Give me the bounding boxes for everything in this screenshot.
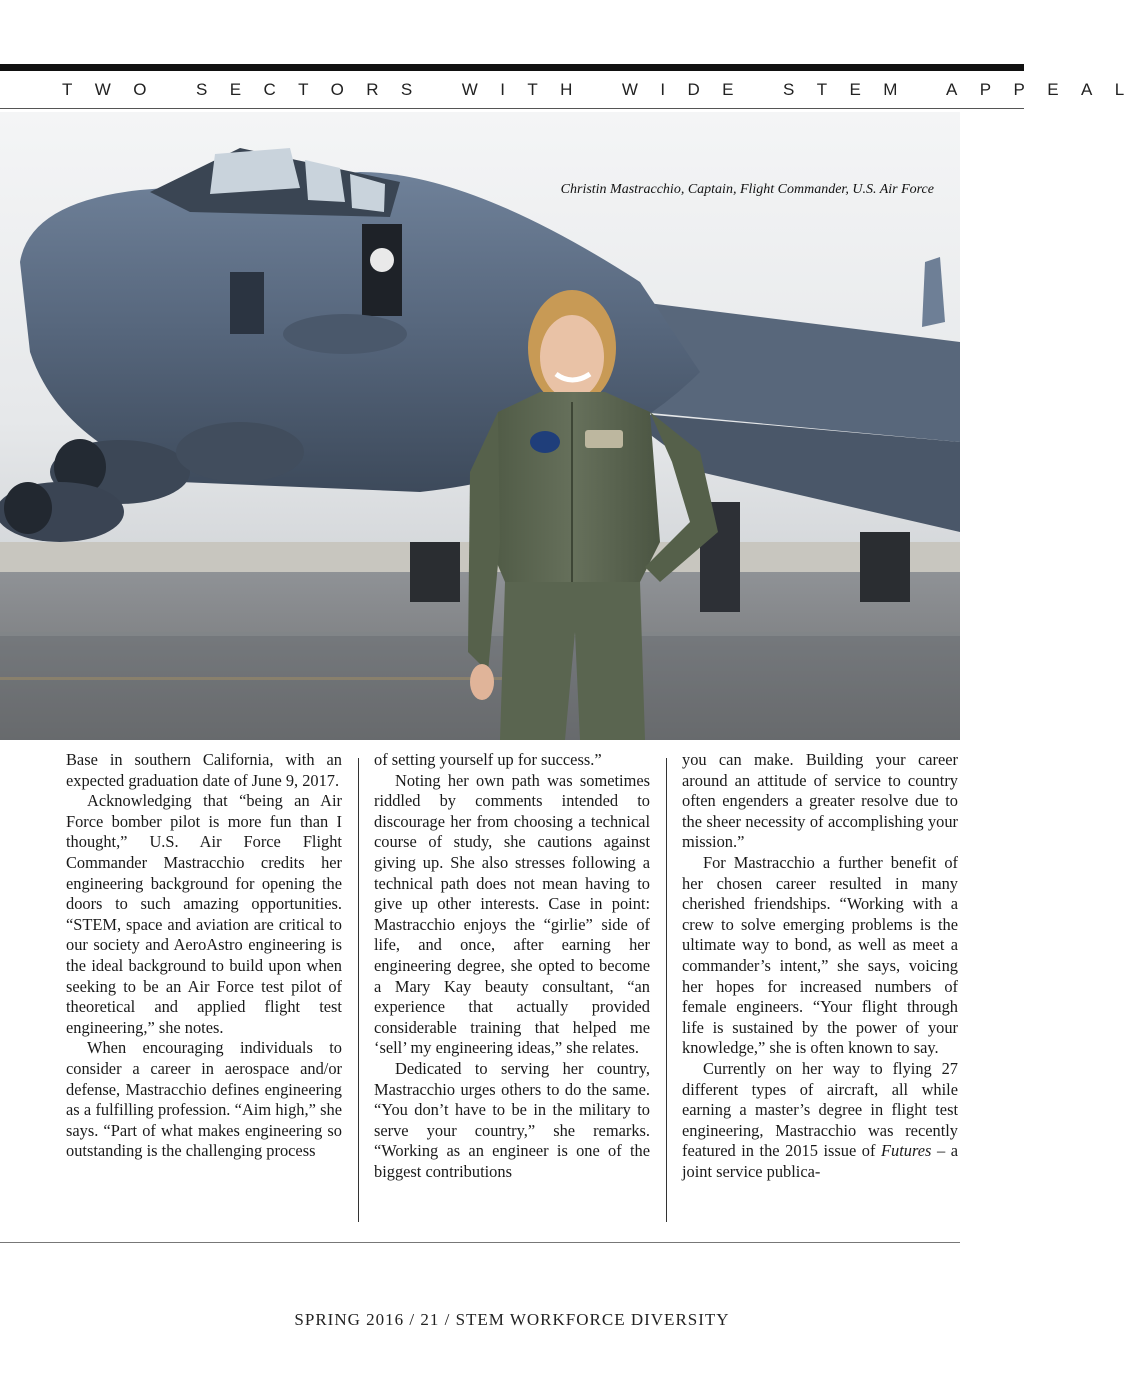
article-body [0, 750, 1024, 1228]
page-folio: SPRING 2016 / 21 / STEM WORKFORCE DIVERSITY [294, 1310, 730, 1329]
paragraph-text: – a joint service publica- [682, 1141, 958, 1181]
publication-title: Futures [881, 1141, 932, 1161]
paragraph: Acknowledging that “being an Air Force bomber pilot is more fun than I thought,” U.S. Air Force Flight Commander Mastracchio credits her engineering background for opening the doors to such amazing opportunities. “STEM, space and aviation are critical to our society and AeroAstro engineering is the ideal background to build upon when seeking to be an Air Force test pilot of theoretical and applied flight test engineering,” she notes. [66, 791, 342, 1037]
article-column-1 [66, 750, 342, 1162]
paragraph: When encouraging individuals to consider a career in aerospace and/or defense, Mastracchio defines engineering as a fulfilling profession. “Aim high,” she says. “Part of what makes engineering so outstanding is the challenging process [66, 1038, 342, 1161]
paragraph: Base in southern California, with an expected graduation date of June 9, 2017. [66, 750, 342, 790]
top-rule [0, 64, 1024, 71]
footer-rule [0, 1242, 960, 1243]
paragraph: Dedicated to serving her country, Mastracchio urges others to do the same. “You don’t have to be in the military to serve your country,” she remarks. “Working as an engineer is one of the biggest contributions [374, 1058, 650, 1181]
paragraph: of setting yourself up for success.” [374, 750, 602, 769]
b52-bomber-photo [0, 112, 960, 740]
paragraph: you can make. Building your career around an attitude of service to country often engenders a greater resolve due to the sheer necessity of accomplishing your mission.” [682, 750, 958, 852]
column-divider [358, 758, 359, 1222]
paragraph [682, 1059, 958, 1183]
column-divider [666, 758, 667, 1222]
article-column-2 [374, 750, 650, 1182]
header-rule [0, 108, 1024, 109]
article-column-3 [682, 750, 958, 1182]
paragraph-text: Currently on her way to flying 27 different types of aircraft, all while earning a master’s degree in flight test engineering, Mastracchio was recently featured in the 2015 issue of [682, 1058, 958, 1161]
paragraph: For Mastracchio a further benefit of her chosen career resulted in many cherished friendships. “Working with a crew to solve emerging problems is the ultimate way to bond, as well as meet a commander’s intent,” she says, voicing her hopes for increased numbers of female engineers. “Your flight through life is sustained by the power of your knowledge,” she is often known to say. [682, 852, 958, 1058]
paragraph: Noting her own path was sometimes riddled by comments intended to discourage her from choosing a technical course of study, she cautions against giving up. She also stresses following a technical path does not mean having to give up other interests. Case in point: Mastracchio enjoys the “girlie” side of life, and once, after earning her engineering degree, she opted to become a Mary Kay beauty consultant, “an experience that actually provided considerable training that helped me ‘sell’ my engineering ideas,” she relates. [374, 770, 650, 1058]
section-title: TWO SECTORS WITH WIDE STEM APPEAL [62, 80, 1147, 99]
photo-caption: Christin Mastracchio, Captain, Flight Commander, U.S. Air Force [560, 182, 934, 197]
feature-photo [0, 112, 960, 740]
